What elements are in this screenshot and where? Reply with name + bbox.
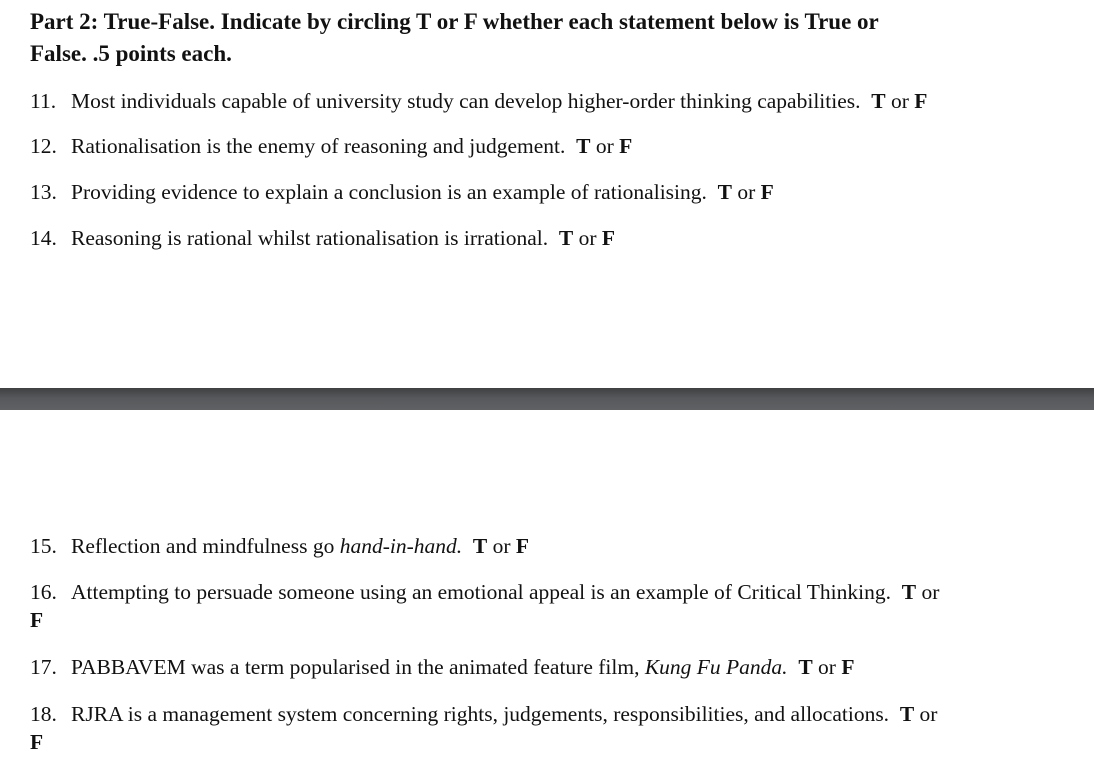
question-17 xyxy=(30,653,1050,681)
or-word: or xyxy=(578,226,597,250)
question-number: 12. xyxy=(30,134,57,158)
true-option[interactable]: T xyxy=(899,702,915,726)
false-option[interactable]: F xyxy=(30,730,44,754)
question-16 xyxy=(30,578,1050,634)
question-12 xyxy=(30,132,1050,160)
question-number: 15. xyxy=(30,534,57,558)
question-text: Reasoning is rational whilst rationalisation is irrational. xyxy=(71,226,549,250)
question-italic-text: Kung Fu Panda. xyxy=(644,655,788,679)
true-option[interactable]: T xyxy=(558,226,574,250)
false-option[interactable]: F xyxy=(601,226,616,250)
part-heading-line-1: Part 2: True-False. Indicate by circling T or F whether each statement below is True or xyxy=(30,9,879,34)
true-option[interactable]: T xyxy=(798,655,813,679)
false-option[interactable]: F xyxy=(515,534,530,558)
true-option[interactable]: T xyxy=(901,580,917,604)
question-text: PABBAVEM was a term popularised in the animated feature film, xyxy=(71,655,640,679)
true-option[interactable]: T xyxy=(472,534,488,558)
false-option[interactable]: F xyxy=(841,655,855,679)
or-word: or xyxy=(921,580,940,604)
question-number: 14. xyxy=(30,226,57,250)
false-option[interactable]: F xyxy=(30,608,44,632)
question-number: 11. xyxy=(30,89,57,113)
question-18 xyxy=(30,700,1050,756)
question-number: 17. xyxy=(30,655,57,679)
question-text: Providing evidence to explain a conclusion is an example of rationalising. xyxy=(71,180,707,204)
question-number: 18. xyxy=(30,702,57,726)
question-text: Reflection and mindfulness go xyxy=(71,534,335,558)
question-number: 13. xyxy=(30,180,57,204)
question-number: 16. xyxy=(30,580,57,604)
or-word: or xyxy=(595,134,614,158)
question-15 xyxy=(30,532,1050,560)
question-text: Most individuals capable of university study can develop higher-order thinking capabilities. xyxy=(71,89,861,113)
question-11 xyxy=(30,87,1050,115)
false-option[interactable]: F xyxy=(760,180,774,204)
false-option[interactable]: F xyxy=(619,134,633,158)
or-word: or xyxy=(492,534,511,558)
question-14 xyxy=(30,224,1050,252)
true-option[interactable]: T xyxy=(576,134,591,158)
or-word: or xyxy=(890,89,909,113)
question-13 xyxy=(30,178,1050,206)
question-italic-text: hand-in-hand. xyxy=(339,534,463,558)
part-heading xyxy=(30,6,1050,70)
page-break-separator xyxy=(0,388,1094,410)
or-word: or xyxy=(818,655,836,679)
part-heading-line-2: False. .5 points each. xyxy=(30,41,232,66)
true-option[interactable]: T xyxy=(871,89,886,113)
true-option[interactable]: T xyxy=(717,180,732,204)
question-text: Attempting to persuade someone using an emotional appeal is an example of Critical Thinking. xyxy=(71,580,891,604)
question-text: Rationalisation is the enemy of reasoning and judgement. xyxy=(71,134,566,158)
or-word: or xyxy=(737,180,756,204)
or-word: or xyxy=(919,702,938,726)
false-option[interactable]: F xyxy=(914,89,928,113)
question-text: RJRA is a management system concerning rights, judgements, responsibilities, and allocations. xyxy=(71,702,890,726)
